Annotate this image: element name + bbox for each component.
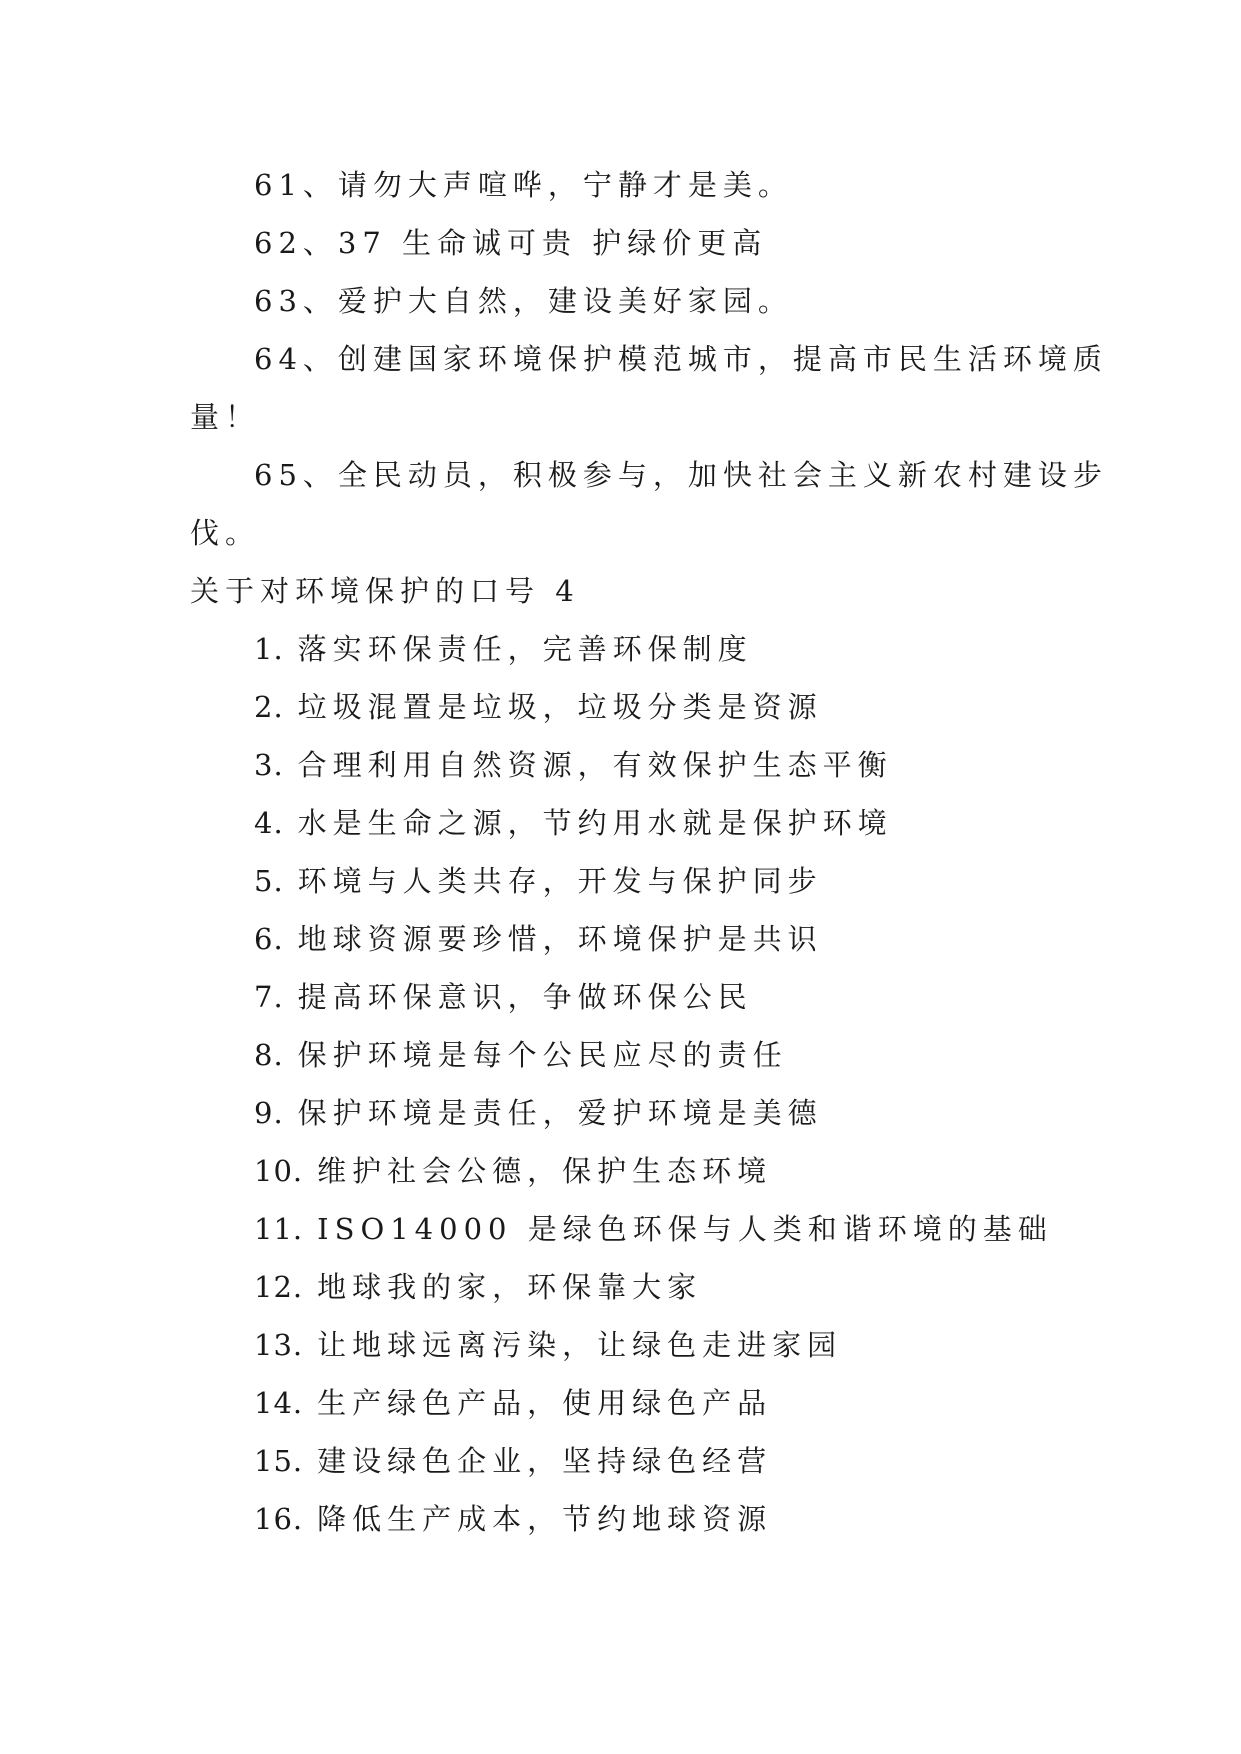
list-item <box>254 1442 772 1480</box>
item-number: 5. <box>254 864 284 898</box>
slogan-63: 63、爱护大自然，建设美好家园。 <box>254 284 793 318</box>
list-item <box>254 862 823 900</box>
item-number: 2. <box>254 690 284 724</box>
item-text: 让地球远离污染，让绿色走进家园 <box>317 1328 843 1362</box>
item-number: 14. <box>254 1386 304 1420</box>
item-text: 降低生产成本，节约地球资源 <box>317 1502 773 1536</box>
slogan-64-continuation: 量！ <box>190 400 261 434</box>
slogan-62: 62、37 生命诚可贵 护绿价更高 <box>254 226 768 260</box>
list-item <box>254 1384 772 1422</box>
list-item <box>254 1210 1053 1248</box>
list-item <box>254 688 823 726</box>
item-text: 地球我的家，环保靠大家 <box>317 1270 703 1304</box>
item-text: 水是生命之源，节约用水就是保护环境 <box>297 806 893 840</box>
item-text: 建设绿色企业，坚持绿色经营 <box>317 1444 773 1478</box>
list-item <box>254 804 893 842</box>
item-text: 落实环保责任，完善环保制度 <box>297 632 753 666</box>
list-item <box>254 1094 823 1132</box>
item-text: 维护社会公德，保护生态环境 <box>317 1154 773 1188</box>
list-item <box>254 1152 772 1190</box>
item-text: 保护环境是每个公民应尽的责任 <box>297 1038 788 1072</box>
item-number: 8. <box>254 1038 284 1072</box>
item-text: 地球资源要珍惜，环境保护是共识 <box>297 922 823 956</box>
item-number: 9. <box>254 1096 284 1130</box>
item-text: 垃圾混置是垃圾，垃圾分类是资源 <box>297 690 823 724</box>
item-number: 15. <box>254 1444 304 1478</box>
list-item <box>254 746 893 784</box>
list-item <box>254 630 753 668</box>
item-text: ISO14000 是绿色环保与人类和谐环境的基础 <box>317 1212 1053 1246</box>
item-text: 合理利用自然资源，有效保护生态平衡 <box>297 748 893 782</box>
item-number: 13. <box>254 1328 304 1362</box>
list-item <box>254 1500 772 1538</box>
item-number: 6. <box>254 922 284 956</box>
item-number: 4. <box>254 806 284 840</box>
item-number: 11. <box>254 1212 304 1246</box>
list-item <box>254 1326 842 1364</box>
slogan-64: 64、创建国家环境保护模范城市，提高市民生活环境质 <box>254 342 1108 376</box>
item-text: 环境与人类共存，开发与保护同步 <box>297 864 823 898</box>
slogan-65-continuation: 伐。 <box>190 516 261 550</box>
item-number: 3. <box>254 748 284 782</box>
item-text: 保护环境是责任，爱护环境是美德 <box>297 1096 823 1130</box>
list-item <box>254 978 753 1016</box>
item-number: 7. <box>254 980 284 1014</box>
section-title: 关于对环境保护的口号 4 <box>190 574 580 608</box>
list-item <box>254 1036 788 1074</box>
item-number: 1. <box>254 632 284 666</box>
slogan-61: 61、请勿大声喧哗，宁静才是美。 <box>254 168 793 202</box>
item-number: 10. <box>254 1154 304 1188</box>
item-text: 生产绿色产品，使用绿色产品 <box>317 1386 773 1420</box>
item-text: 提高环保意识，争做环保公民 <box>297 980 753 1014</box>
item-number: 12. <box>254 1270 304 1304</box>
slogan-65: 65、全民动员，积极参与，加快社会主义新农村建设步 <box>254 458 1108 492</box>
item-number: 16. <box>254 1502 304 1536</box>
list-item <box>254 1268 702 1306</box>
list-item <box>254 920 823 958</box>
